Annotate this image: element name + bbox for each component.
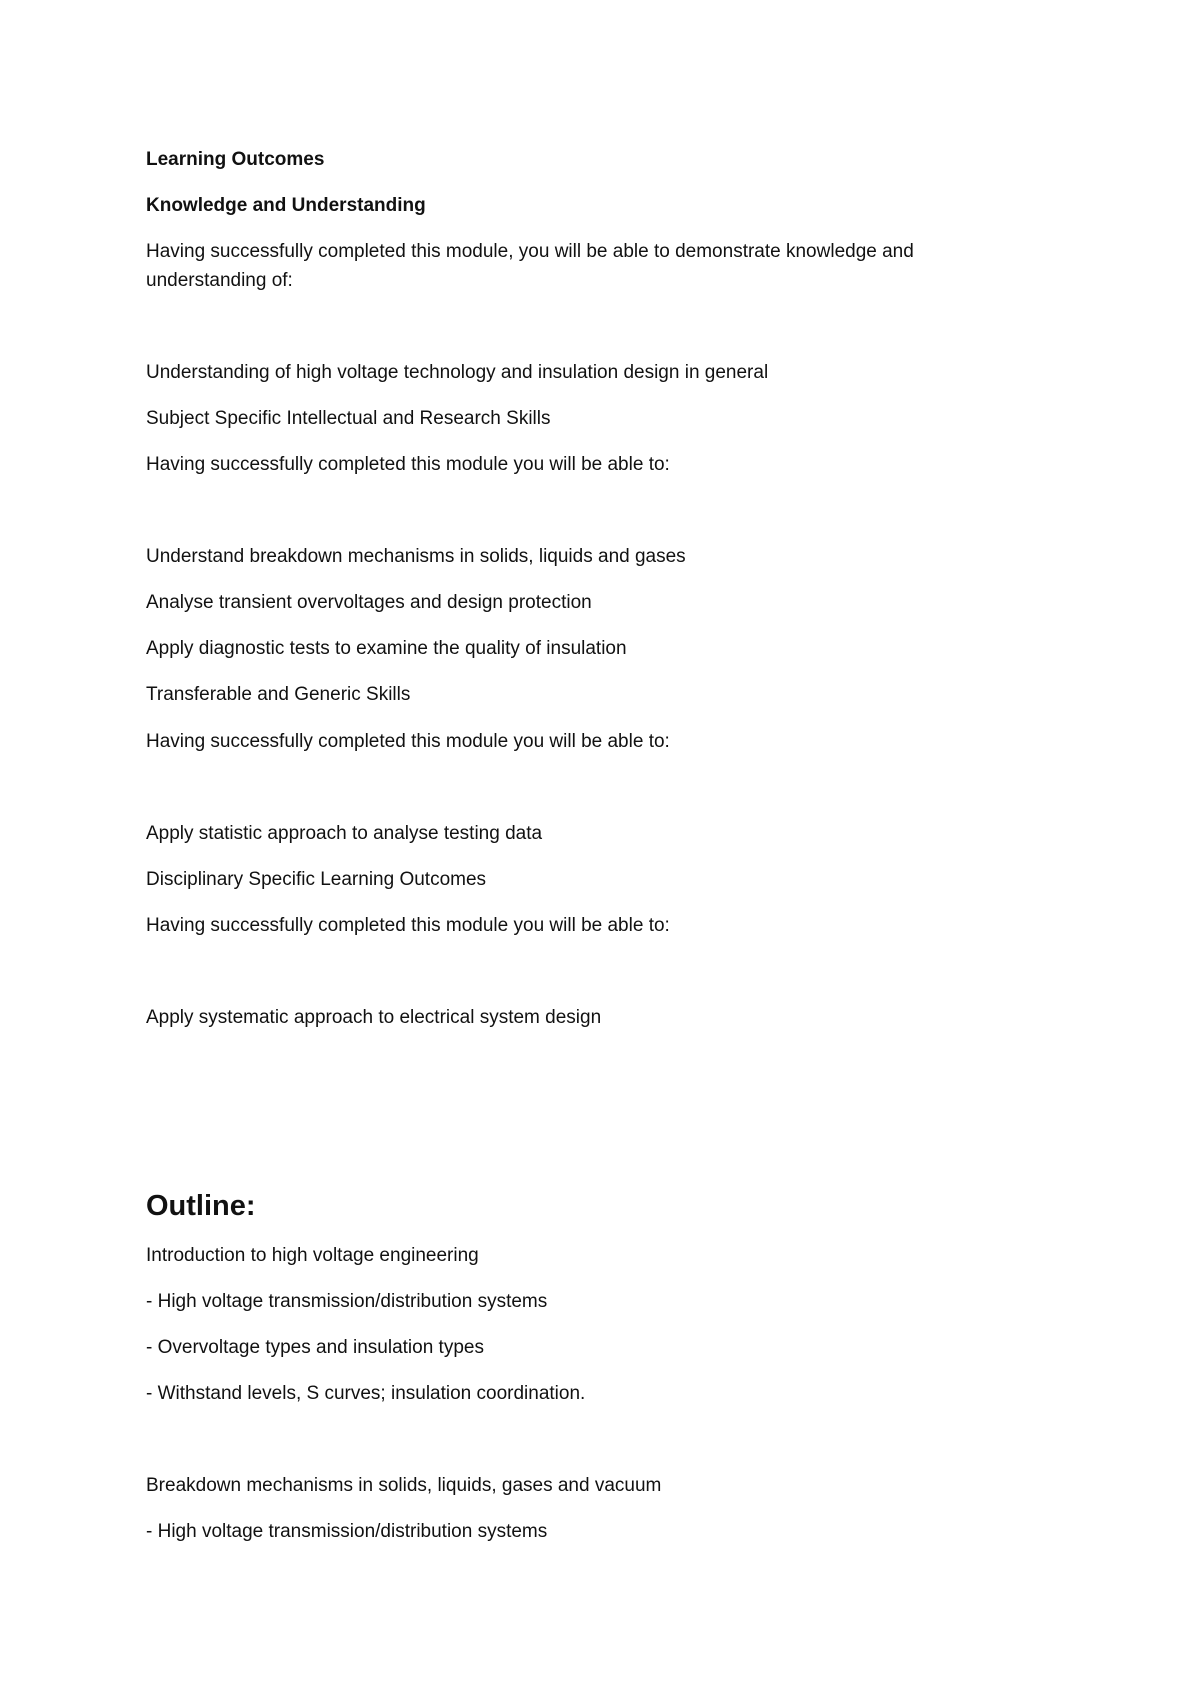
knowledge-intro-line-1: Having successfully completed this module, you will be able to demonstrate knowledge and xyxy=(146,241,914,262)
knowledge-intro-line-2: understanding of: xyxy=(146,270,293,291)
knowledge-item: Understanding of high voltage technology and insulation design in general xyxy=(146,362,769,383)
learning-outcomes-title: Learning Outcomes xyxy=(146,149,325,170)
outline-section-heading: Introduction to high voltage engineering xyxy=(146,1245,479,1266)
outline-item: - High voltage transmission/distribution systems xyxy=(146,1521,548,1542)
outline-section-heading: Breakdown mechanisms in solids, liquids, gases and vacuum xyxy=(146,1475,662,1496)
intellectual-item: Understand breakdown mechanisms in solids, liquids and gases xyxy=(146,546,686,567)
transferable-item: Apply statistic approach to analyse testing data xyxy=(146,823,543,844)
transferable-heading: Transferable and Generic Skills xyxy=(146,684,411,705)
outline-item: - Withstand levels, S curves; insulation coordination. xyxy=(146,1383,586,1404)
disciplinary-heading: Disciplinary Specific Learning Outcomes xyxy=(146,869,487,890)
outline-item: - High voltage transmission/distribution systems xyxy=(146,1291,548,1312)
transferable-intro: Having successfully completed this module you will be able to: xyxy=(146,731,670,752)
outline-item: - Overvoltage types and insulation types xyxy=(146,1337,484,1358)
knowledge-heading: Knowledge and Understanding xyxy=(146,195,426,216)
intellectual-intro: Having successfully completed this module you will be able to: xyxy=(146,454,670,475)
intellectual-item: Apply diagnostic tests to examine the quality of insulation xyxy=(146,638,627,659)
outline-title: Outline: xyxy=(146,1190,256,1222)
intellectual-item: Analyse transient overvoltages and design protection xyxy=(146,592,592,613)
intellectual-heading: Subject Specific Intellectual and Research Skills xyxy=(146,408,551,429)
disciplinary-item: Apply systematic approach to electrical system design xyxy=(146,1007,602,1028)
disciplinary-intro: Having successfully completed this module you will be able to: xyxy=(146,915,670,936)
